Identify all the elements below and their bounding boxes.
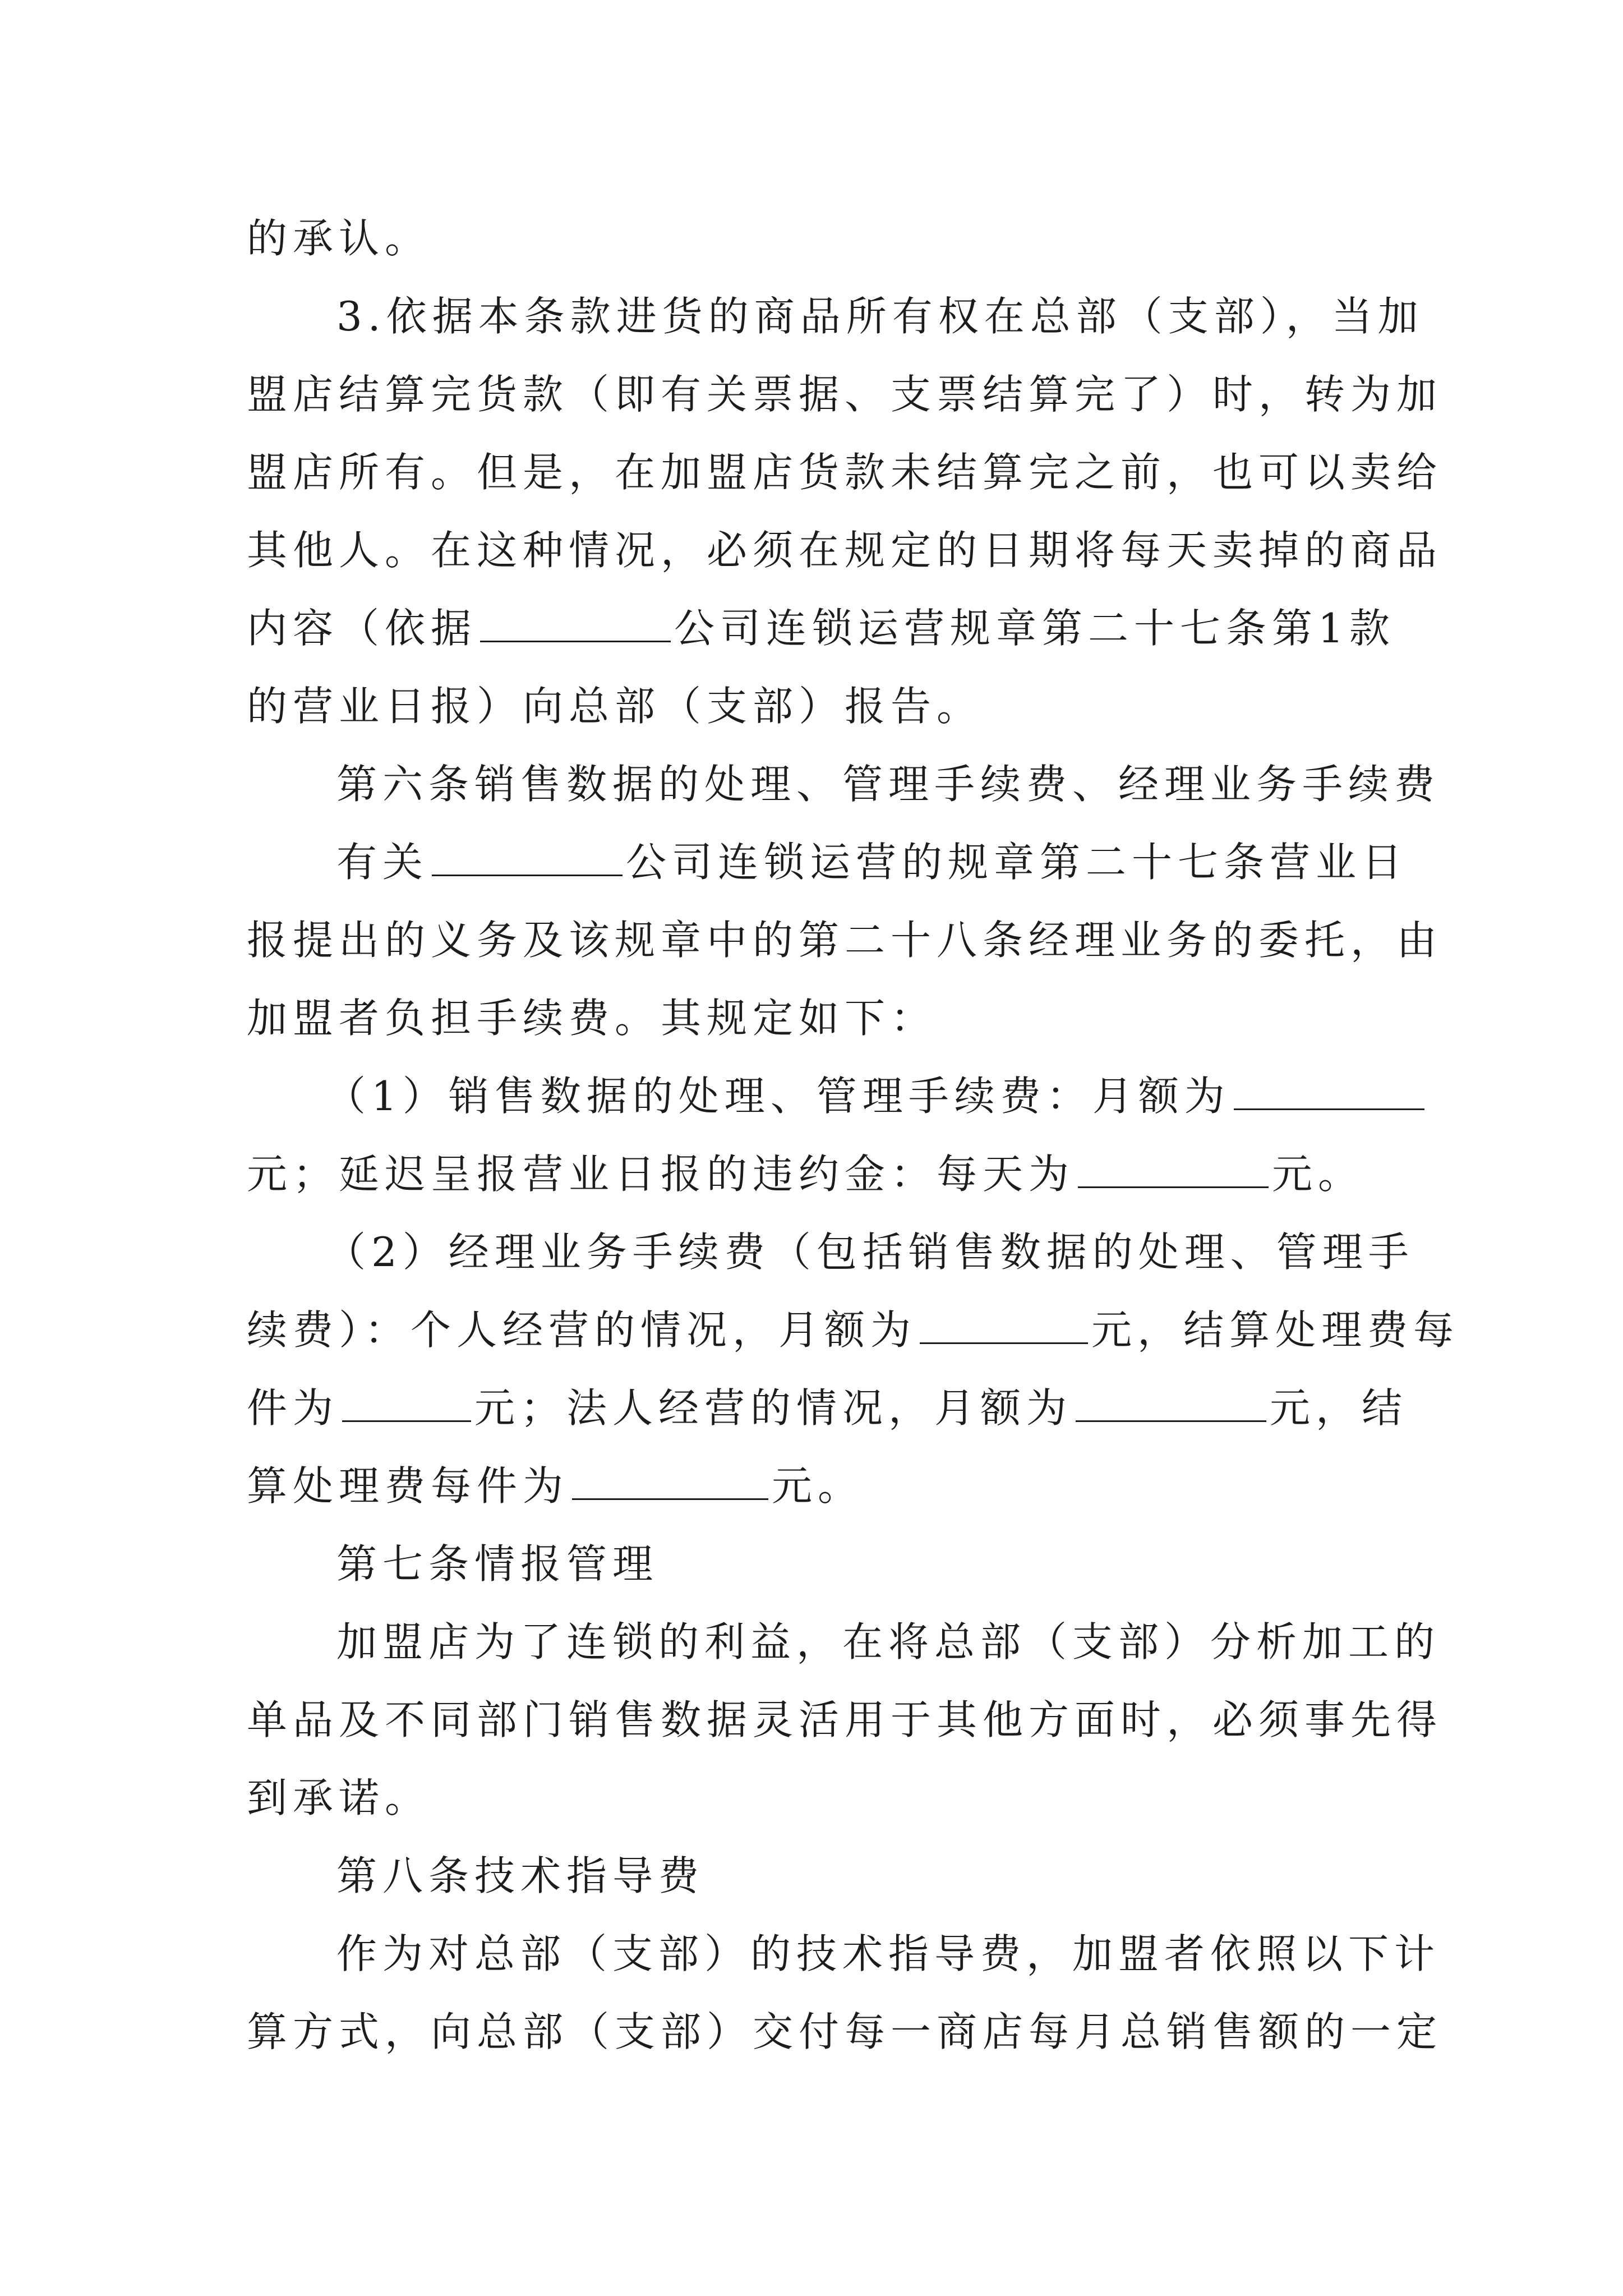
paragraph-line	[325, 1213, 1414, 1291]
line-text: 第七条情报管理	[336, 1540, 659, 1588]
section-heading	[336, 745, 1441, 823]
fill-in-blank	[432, 839, 623, 876]
paragraph-line	[247, 433, 1443, 512]
paragraph-line	[325, 1057, 1391, 1135]
paragraph-line	[247, 199, 1391, 278]
line-text: 续费）：个人经营的情况，月额为	[247, 1306, 917, 1354]
line-text: 公司连锁运营的规章第二十七条营业日	[626, 839, 1408, 886]
paragraph-line	[336, 1603, 1441, 1681]
paragraph-line	[247, 979, 1391, 1057]
line-text: 第八条技术指导费	[336, 1852, 705, 1899]
line-text: 作为对总部（支部）的技术指导费，加盟者依照以下计	[336, 1930, 1441, 1977]
fill-in-blank	[480, 605, 671, 642]
line-text: 单品及不同部门销售数据灵活用于其他方面时，必须事先得	[247, 1696, 1443, 1743]
paragraph-line	[247, 1291, 1460, 1369]
line-text: （2）经理业务手续费（包括销售数据的处理、管理手	[325, 1228, 1414, 1276]
paragraph-line	[247, 667, 1391, 746]
paragraph-line	[247, 1369, 1408, 1447]
line-text: 算处理费每件为	[247, 1462, 569, 1510]
line-text: 元。	[772, 1462, 864, 1510]
line-text: 加盟店为了连锁的利益，在将总部（支部）分析加工的	[336, 1618, 1441, 1665]
line-text: 元。	[1272, 1151, 1364, 1198]
fill-in-blank	[1076, 1384, 1266, 1422]
section-heading	[336, 1837, 1391, 1915]
line-text: 内容（依据	[247, 605, 477, 652]
paragraph-line	[247, 1759, 1391, 1837]
line-text: 到承诺。	[247, 1774, 431, 1821]
line-text: 元；延迟呈报营业日报的违约金：每天为	[247, 1151, 1075, 1198]
line-text: 加盟者负担手续费。其规定如下：	[247, 995, 937, 1042]
paragraph-line	[247, 511, 1443, 590]
line-text: 报提出的义务及该规章中的第二十八条经理业务的委托，由	[247, 917, 1443, 964]
line-text: 盟店所有。但是，在加盟店货款未结算完之前，也可以卖给	[247, 449, 1443, 496]
paragraph-line	[247, 1447, 1391, 1525]
paragraph-line	[247, 355, 1443, 434]
paragraph-line	[247, 901, 1443, 979]
line-text: 算方式，向总部（支部）交付每一商店每月总销售额的一定	[247, 2008, 1443, 2055]
paragraph-line	[247, 1993, 1443, 2071]
line-text: 第六条销售数据的处理、管理手续费、经理业务手续费	[336, 761, 1441, 808]
line-text: 盟店结算完货款（即有关票据、支票结算完了）时，转为加	[247, 371, 1443, 418]
fill-in-blank	[1234, 1073, 1424, 1110]
line-text: 件为	[247, 1384, 339, 1432]
fill-in-blank	[1078, 1151, 1269, 1188]
line-text: 元，结	[1270, 1384, 1408, 1432]
line-text: 有关	[336, 839, 429, 886]
line-text: 公司连锁运营规章第二十七条第1款	[674, 605, 1395, 652]
fill-in-blank	[572, 1462, 768, 1500]
section-heading	[336, 1525, 1391, 1603]
paragraph-line	[247, 1681, 1443, 1759]
paragraph-line	[336, 277, 1424, 356]
paragraph-line	[247, 1135, 1391, 1213]
paragraph-line	[336, 823, 1408, 901]
line-text: 的承认。	[247, 215, 431, 262]
paragraph-line	[336, 1915, 1441, 1993]
line-text: 元，结算处理费每	[1091, 1306, 1460, 1354]
line-text: 的营业日报）向总部（支部）报告。	[247, 683, 983, 730]
line-text: 3.依据本条款进货的商品所有权在总部（支部），当加	[336, 293, 1424, 340]
line-text: 元；法人经营的情况，月额为	[474, 1384, 1073, 1432]
fill-in-blank	[920, 1306, 1088, 1344]
line-text: 其他人。在这种情况，必须在规定的日期将每天卖掉的商品	[247, 527, 1443, 574]
fill-in-blank	[342, 1384, 471, 1422]
paragraph-line	[247, 589, 1395, 668]
line-text: （1）销售数据的处理、管理手续费：月额为	[325, 1073, 1230, 1120]
